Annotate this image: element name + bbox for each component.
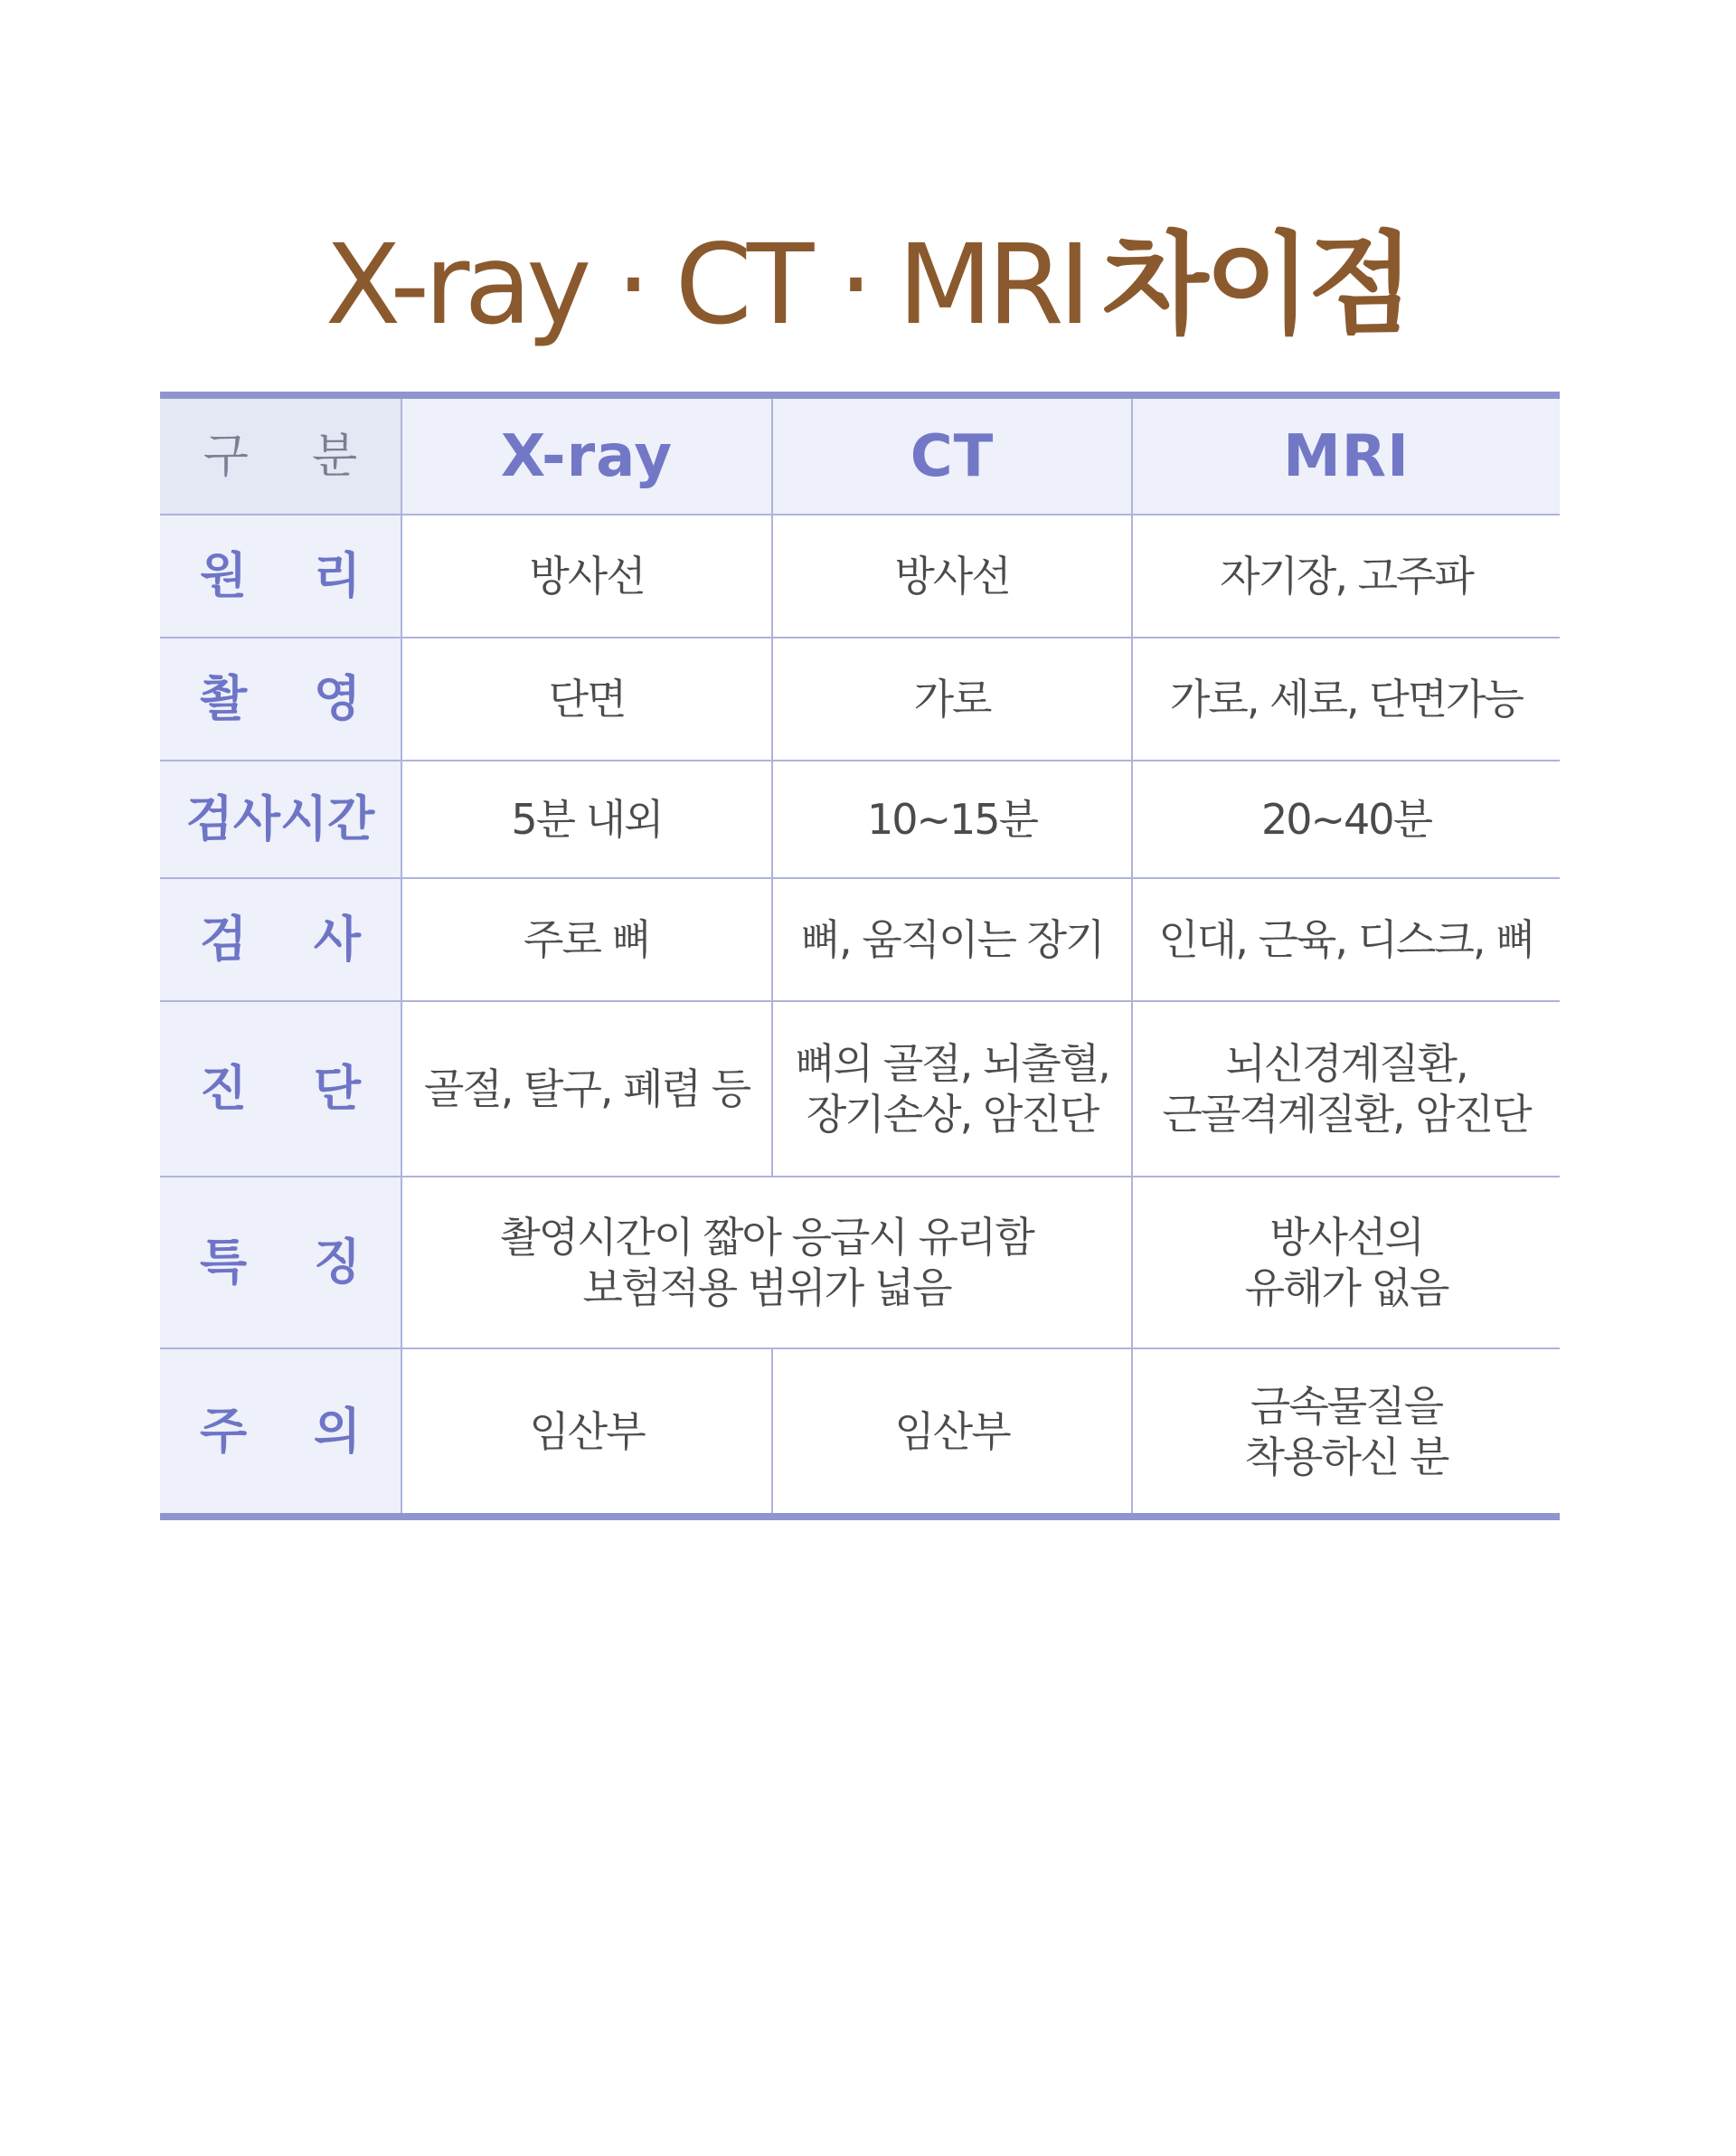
cell-diagnosis-xray: 골절, 탈구, 폐렴 등 — [401, 1001, 772, 1177]
title-main: X-ray · CT · MRI — [325, 221, 1086, 349]
row-label-char: 특 — [200, 1234, 248, 1291]
cell-exam-time-mri: 20~40분 — [1132, 761, 1560, 878]
cell-diagnosis-mri — [1132, 1001, 1560, 1177]
header-row — [160, 395, 1560, 515]
cell-line: 금속물질을 — [1250, 1381, 1443, 1431]
table-row-exam-time — [160, 761, 1560, 878]
row-label-char: 진 — [200, 1060, 248, 1117]
table-row-diagnosis — [160, 1001, 1560, 1177]
row-label-char: 의 — [313, 1402, 361, 1460]
cell-line: 방사선의 — [1269, 1213, 1423, 1262]
column-header-ct: CT — [772, 395, 1132, 515]
cell-exam-target-mri: 인대, 근육, 디스크, 뼈 — [1132, 878, 1560, 1001]
cell-imaging-ct: 가로 — [772, 638, 1132, 761]
row-header-features — [160, 1177, 401, 1348]
cell-principle-xray: 방사선 — [401, 515, 772, 638]
row-header-principle — [160, 515, 401, 638]
cell-caution-xray: 임산부 — [401, 1348, 772, 1517]
comparison-table — [160, 392, 1560, 1520]
row-header-diagnosis — [160, 1001, 401, 1177]
column-header-xray: X-ray — [401, 395, 772, 515]
cell-line: 뼈의 골절, 뇌출혈, — [795, 1039, 1109, 1088]
cell-line: 보험적용 범위가 넓음 — [582, 1263, 951, 1312]
cell-imaging-mri: 가로, 세로, 단면가능 — [1132, 638, 1560, 761]
page-title — [0, 217, 1736, 353]
cell-features-mri — [1132, 1177, 1560, 1348]
column-header-mri: MRI — [1132, 395, 1560, 515]
table-row-imaging — [160, 638, 1560, 761]
cell-exam-target-ct: 뼈, 움직이는 장기 — [772, 878, 1132, 1001]
cell-principle-ct: 방사선 — [772, 515, 1132, 638]
row-header-exam-time: 검사시간 — [160, 761, 401, 878]
cell-exam-time-ct: 10~15분 — [772, 761, 1132, 878]
row-header-exam-target — [160, 878, 401, 1001]
cell-principle-mri: 자기장, 고주파 — [1132, 515, 1560, 638]
cell-line: 착용하신 분 — [1244, 1432, 1448, 1481]
cell-line: 촬영시간이 짧아 응급시 유리함 — [500, 1213, 1033, 1262]
cell-line: 근골격계질환, 암진단 — [1162, 1090, 1531, 1139]
cell-exam-target-xray: 주로 뼈 — [401, 878, 772, 1001]
table-row-principle — [160, 515, 1560, 638]
row-label-char: 원 — [200, 547, 248, 604]
row-header-imaging — [160, 638, 401, 761]
row-header-caution — [160, 1348, 401, 1517]
row-label-char: 징 — [313, 1234, 361, 1291]
cell-line: 뇌신경계질환, — [1225, 1039, 1467, 1088]
table-row-features — [160, 1177, 1560, 1348]
corner-char-1: 구 — [203, 429, 249, 484]
cell-caution-ct: 임산부 — [772, 1348, 1132, 1517]
cell-line: 유해가 없음 — [1244, 1263, 1448, 1312]
table-row-caution — [160, 1348, 1560, 1517]
cell-exam-time-xray: 5분 내외 — [401, 761, 772, 878]
cell-line: 장기손상, 암진단 — [806, 1090, 1099, 1139]
cell-diagnosis-ct — [772, 1001, 1132, 1177]
row-label-char: 리 — [313, 547, 361, 604]
corner-cell — [160, 395, 401, 515]
cell-caution-mri — [1132, 1348, 1560, 1517]
title-emphasis: 차이점 — [1101, 221, 1411, 349]
corner-char-2: 분 — [312, 429, 358, 484]
row-label-char: 주 — [200, 1402, 248, 1460]
row-label-char: 영 — [313, 670, 361, 727]
row-label-char: 단 — [313, 1060, 361, 1117]
table-row-exam-target — [160, 878, 1560, 1001]
row-label-char: 사 — [313, 911, 361, 968]
row-label-char: 검 — [200, 911, 248, 968]
cell-imaging-xray: 단면 — [401, 638, 772, 761]
row-label-char: 촬 — [200, 670, 248, 727]
cell-features-xray-ct — [401, 1177, 1132, 1348]
